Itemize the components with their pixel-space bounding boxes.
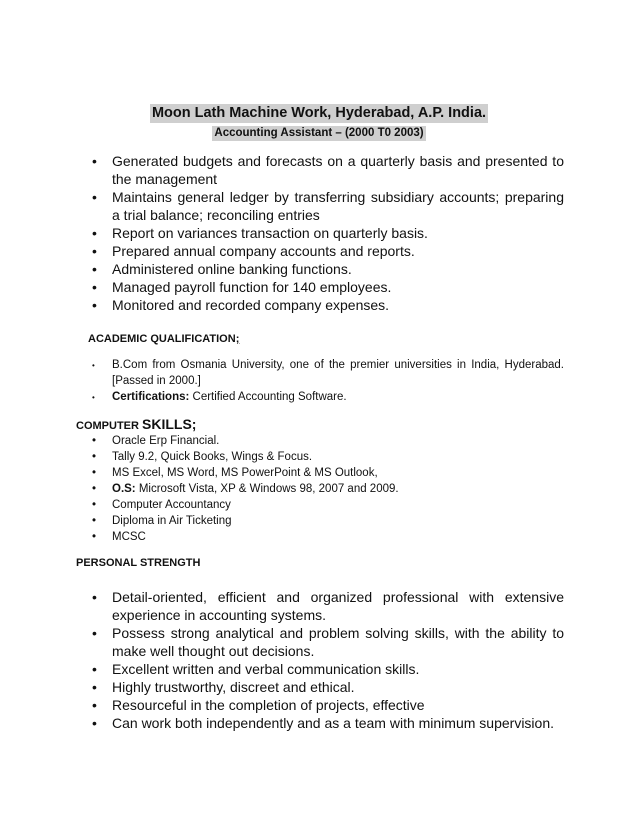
list-item [92, 152, 564, 188]
job-role: Accounting Assistant – (2000 T0 2003) [214, 127, 424, 139]
list-item [92, 465, 564, 481]
list-item [92, 481, 564, 497]
personal-strength-list [92, 588, 564, 732]
list-item-text: Report on variances transaction on quarterly basis. [112, 225, 428, 241]
os-value: Microsoft Vista, XP & Windows 98, 2007 and 2009. [135, 483, 399, 495]
list-item-text: Tally 9.2, Quick Books, Wings & Focus. [112, 451, 313, 463]
bullet-icon: • [92, 697, 97, 713]
list-item-text: Resourceful in the completion of projects, effective [112, 697, 425, 713]
bullet-icon: • [92, 297, 97, 313]
list-item [92, 497, 564, 513]
bullet-icon: • [92, 483, 97, 495]
list-item [92, 714, 564, 732]
list-item-text: Highly trustworthy, discreet and ethical. [112, 679, 355, 695]
os-label: O.S: [112, 483, 136, 495]
academic-heading-text: ACADEMIC QUALIFICATION [88, 333, 236, 345]
bullet-icon: • [92, 625, 97, 641]
bullet-icon: • [92, 679, 97, 695]
bullet-icon: • [92, 531, 97, 543]
bullet-icon: • [92, 589, 97, 605]
academic-heading [88, 333, 239, 345]
bullet-icon: • [92, 243, 97, 259]
bullet-icon: • [92, 153, 97, 169]
list-item [92, 278, 564, 296]
list-item [92, 433, 564, 449]
list-item-text: Diploma in Air Ticketing [112, 515, 232, 527]
computer-heading-small: COMPUTER [76, 420, 142, 432]
list-item-text: Maintains general ledger by transferring subsidiary accounts; preparing a trial balance; reconciling entries [112, 189, 564, 223]
list-item-text: Computer Accountancy [112, 499, 231, 511]
list-item-text: Generated budgets and forecasts on a quarterly basis and presented to the management [112, 153, 564, 187]
list-item [92, 260, 564, 278]
list-item [92, 296, 564, 314]
computer-heading-big: SKILLS; [142, 416, 197, 432]
experience-list [92, 152, 564, 314]
academic-list [92, 357, 564, 405]
list-item-text: MS Excel, MS Word, MS PowerPoint & MS Outlook, [112, 467, 378, 479]
list-item-text: Possess strong analytical and problem solving skills, with the ability to make well thought out decisions. [112, 625, 564, 659]
list-item [92, 242, 564, 260]
personal-strength-heading: PERSONAL STRENGTH [76, 557, 201, 569]
list-item-text: Oracle Erp Financial. [112, 435, 220, 447]
list-item [92, 224, 564, 242]
list-item [92, 588, 564, 624]
computer-skills-list [92, 433, 564, 545]
bullet-icon: • [92, 189, 97, 205]
list-item [92, 188, 564, 224]
job-header [0, 104, 638, 141]
list-item [92, 678, 564, 696]
list-item-text: Managed payroll function for 140 employees. [112, 279, 392, 295]
computer-skills-heading [76, 416, 196, 432]
academic-heading-suffix: ; [235, 333, 240, 345]
list-item [92, 389, 564, 405]
list-item-text: Can work both independently and as a team with minimum supervision. [112, 715, 555, 731]
bullet-icon: • [92, 261, 97, 277]
bullet-icon: • [92, 715, 97, 731]
bullet-icon: • [92, 661, 97, 677]
cert-value: Certified Accounting Software. [189, 391, 347, 403]
bullet-icon: • [92, 225, 97, 241]
list-item-text: Monitored and recorded company expenses. [112, 297, 390, 313]
list-item-text: MCSC [112, 531, 146, 543]
list-item [92, 660, 564, 678]
cert-label: Certifications: [112, 391, 190, 403]
bullet-icon: • [92, 361, 95, 370]
list-item [92, 513, 564, 529]
bullet-icon: • [92, 515, 97, 527]
list-item-text: Excellent written and verbal communication skills. [112, 661, 420, 677]
bullet-icon: • [92, 393, 95, 402]
list-item-text: Detail-oriented, efficient and organized professional with extensive experience in accounting systems. [112, 589, 564, 623]
bullet-icon: • [92, 499, 97, 511]
bullet-icon: • [92, 451, 97, 463]
list-item [92, 696, 564, 714]
list-item-text: B.Com from Osmania University, one of the premier universities in India, Hyderabad. [Passed in 2000.] [112, 359, 564, 387]
list-item [92, 529, 564, 545]
list-item [92, 449, 564, 465]
bullet-icon: • [92, 467, 97, 479]
list-item-text: Prepared annual company accounts and reports. [112, 243, 415, 259]
bullet-icon: • [92, 279, 97, 295]
bullet-icon: • [92, 435, 97, 447]
company-name: Moon Lath Machine Work, Hyderabad, A.P. India. [151, 105, 487, 121]
list-item [92, 357, 564, 389]
list-item-text: Administered online banking functions. [112, 261, 352, 277]
list-item [92, 624, 564, 660]
